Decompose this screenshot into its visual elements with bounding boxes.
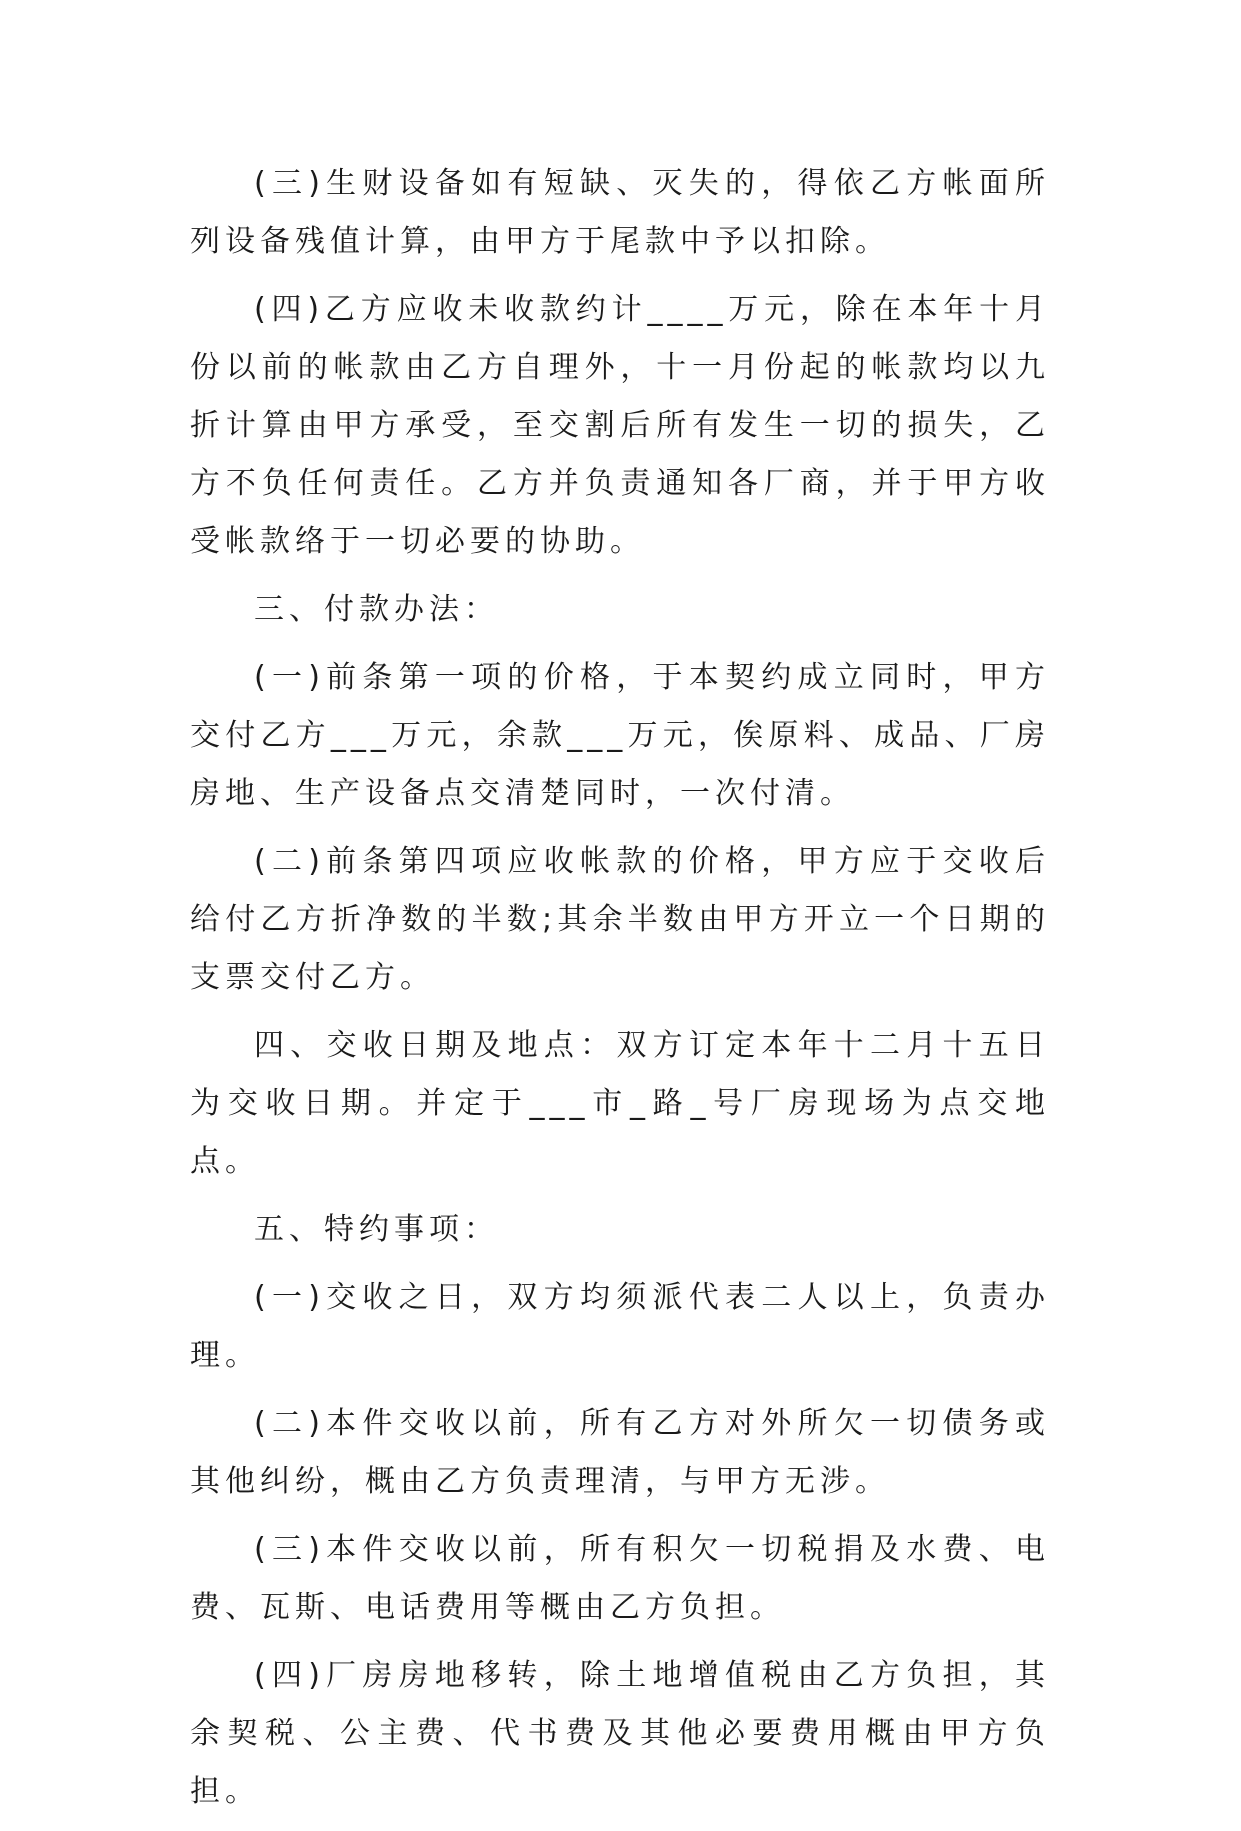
payment-clause-2: (二)前条第四项应收帐款的价格，甲方应于交收后给付乙方折净数的半数;其余半数由甲方开立一个日期的支票交付乙方。	[190, 844, 1050, 995]
special-term-1: (一)交收之日，双方均须派代表二人以上，负责办理。	[190, 1280, 1050, 1373]
document-body	[190, 155, 1050, 1831]
special-term-2: (二)本件交收以前，所有乙方对外所欠一切债务或其他纠纷，概由乙方负责理清，与甲方无涉。	[190, 1406, 1050, 1499]
clause-3-equipment-shortage: (三)生财设备如有短缺、灭失的，得依乙方帐面所列设备残值计算，由甲方于尾款中予以扣除。	[190, 166, 1050, 259]
section-delivery-date-location: 四、交收日期及地点：双方订定本年十二月十五日为交收日期。并定于___市_路_号厂房现场为点交地点。	[190, 1028, 1050, 1179]
special-term-4: (四)厂房房地移转，除土地增值税由乙方负担，其余契税、公主费、代书费及其他必要费用概由甲方负担。	[190, 1658, 1050, 1809]
special-term-3: (三)本件交收以前，所有积欠一切税捐及水费、电费、瓦斯、电话费用等概由乙方负担。	[190, 1532, 1050, 1625]
clause-4-receivables: (四)乙方应收未收款约计____万元，除在本年十月份以前的帐款由乙方自理外，十一月份起的帐款均以九折计算由甲方承受，至交割后所有发生一切的损失，乙方不负任何责任。乙方并负责通知各厂商，并于甲方收受帐款络于一切必要的协助。	[190, 292, 1050, 559]
section-heading-special-terms: 五、特约事项：	[254, 1212, 499, 1247]
section-heading-payment: 三、付款办法：	[254, 592, 499, 627]
payment-clause-1: (一)前条第一项的价格，于本契约成立同时，甲方交付乙方___万元，余款___万元，俟原料、成品、厂房房地、生产设备点交清楚同时，一次付清。	[190, 660, 1050, 811]
